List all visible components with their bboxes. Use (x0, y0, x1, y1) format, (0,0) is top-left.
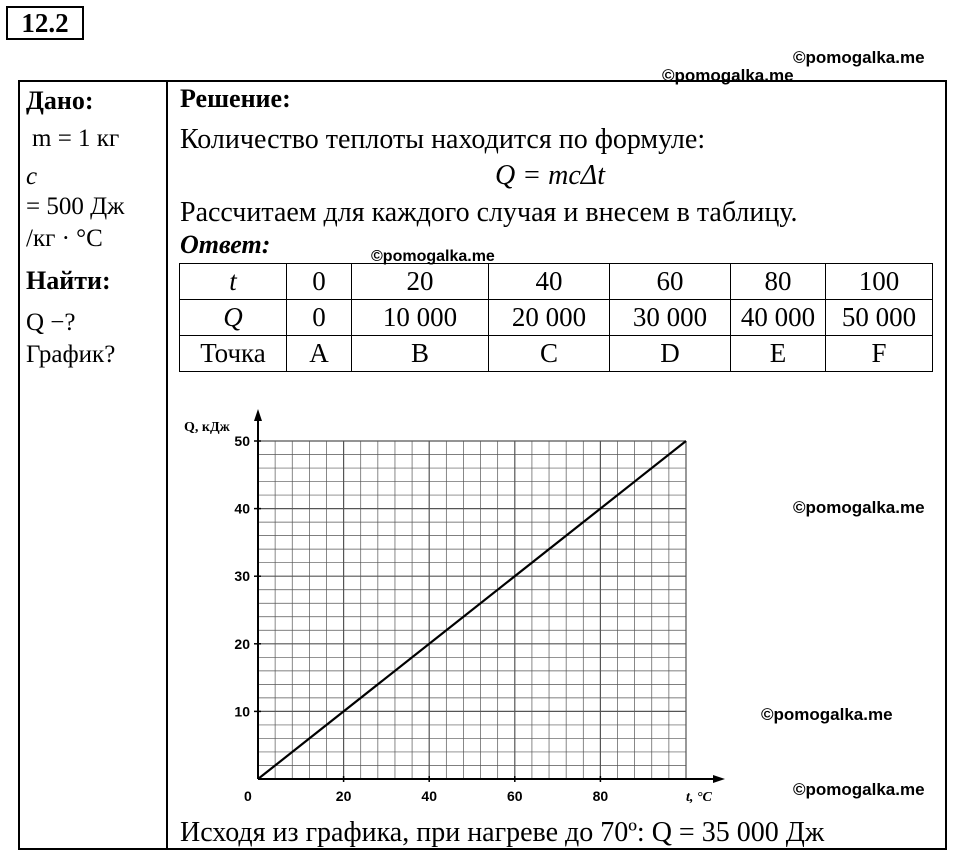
x-axis-label: t, °C (686, 790, 712, 805)
results-table (179, 263, 933, 372)
y-axis-label: Q, кДж (184, 420, 230, 435)
y-tick-label: 20 (234, 635, 250, 652)
table-cell: t (180, 264, 287, 300)
given-column (26, 82, 164, 374)
table-cell: Q (180, 300, 287, 336)
x-tick-label: 20 (335, 788, 352, 804)
watermark: ©pomogalka.me (371, 248, 495, 265)
watermark: ©pomogalka.me (793, 780, 925, 799)
x-tick-label: 40 (421, 788, 437, 804)
table-cell: B (352, 336, 489, 372)
y-axis-arrow (254, 409, 262, 421)
watermark: ©pomogalka.me (761, 705, 893, 724)
given-c-value: = 500 Дж (26, 193, 125, 220)
given-heading: Дано: (26, 86, 94, 115)
table-cell: 40 (489, 264, 610, 300)
table-cell: 10 000 (352, 300, 489, 336)
table-row (180, 264, 933, 300)
table-row (180, 300, 933, 336)
given-c-symbol: c (26, 163, 38, 190)
solution-text-1: Количество теплоты находится по формуле: (180, 124, 706, 155)
find-heading: Найти: (26, 266, 111, 295)
origin-label: 0 (244, 788, 252, 804)
table-cell: 0 (287, 300, 352, 336)
problem-number: 12.2 (6, 6, 84, 40)
answer-heading: Ответ: (180, 230, 271, 259)
table-cell: E (731, 336, 826, 372)
y-tick-label: 50 (234, 433, 250, 449)
watermark: ©pomogalka.me (793, 498, 925, 517)
table-cell: 80 (731, 264, 826, 300)
solution-text-2: Рассчитаем для каждого случая и внесем в таблицу. (180, 197, 798, 228)
x-axis-arrow (713, 775, 725, 783)
conclusion: Исходя из графика, при нагреве до 70º: Q = 35 000 Дж (180, 817, 825, 848)
series-line (258, 441, 686, 779)
table-cell: 50 000 (826, 300, 933, 336)
q-vs-t-chart (180, 405, 740, 815)
chart-ticks (234, 433, 608, 804)
watermark: ©pomogalka.me (793, 48, 925, 67)
table-cell: 100 (826, 264, 933, 300)
x-tick-label: 80 (592, 788, 609, 804)
table-cell: 20 000 (489, 300, 610, 336)
table-cell: F (826, 336, 933, 372)
given-mass: m = 1 кг (32, 125, 120, 152)
table-cell: D (610, 336, 731, 372)
x-tick-label: 60 (507, 788, 523, 804)
table-cell: 40 000 (731, 300, 826, 336)
find-graph: График? (26, 341, 116, 368)
watermark: ©pomogalka.me (662, 66, 794, 85)
given-c-unit: /кг · °C (26, 225, 103, 252)
table-cell: A (287, 336, 352, 372)
y-tick-label: 10 (234, 703, 250, 720)
table-cell: 0 (287, 264, 352, 300)
table-cell: 20 (352, 264, 489, 300)
solution-heading: Решение: (180, 84, 291, 113)
formula: Q = mcΔt (495, 160, 605, 191)
table-row (180, 336, 933, 372)
find-q: Q −? (26, 309, 76, 336)
table-cell: 60 (610, 264, 731, 300)
y-tick-label: 40 (234, 500, 250, 517)
table-cell: 30 000 (610, 300, 731, 336)
table-cell: C (489, 336, 610, 372)
chart-series (258, 441, 686, 779)
table-cell: Точка (180, 336, 287, 372)
column-divider (166, 80, 168, 850)
y-tick-label: 30 (234, 568, 250, 585)
